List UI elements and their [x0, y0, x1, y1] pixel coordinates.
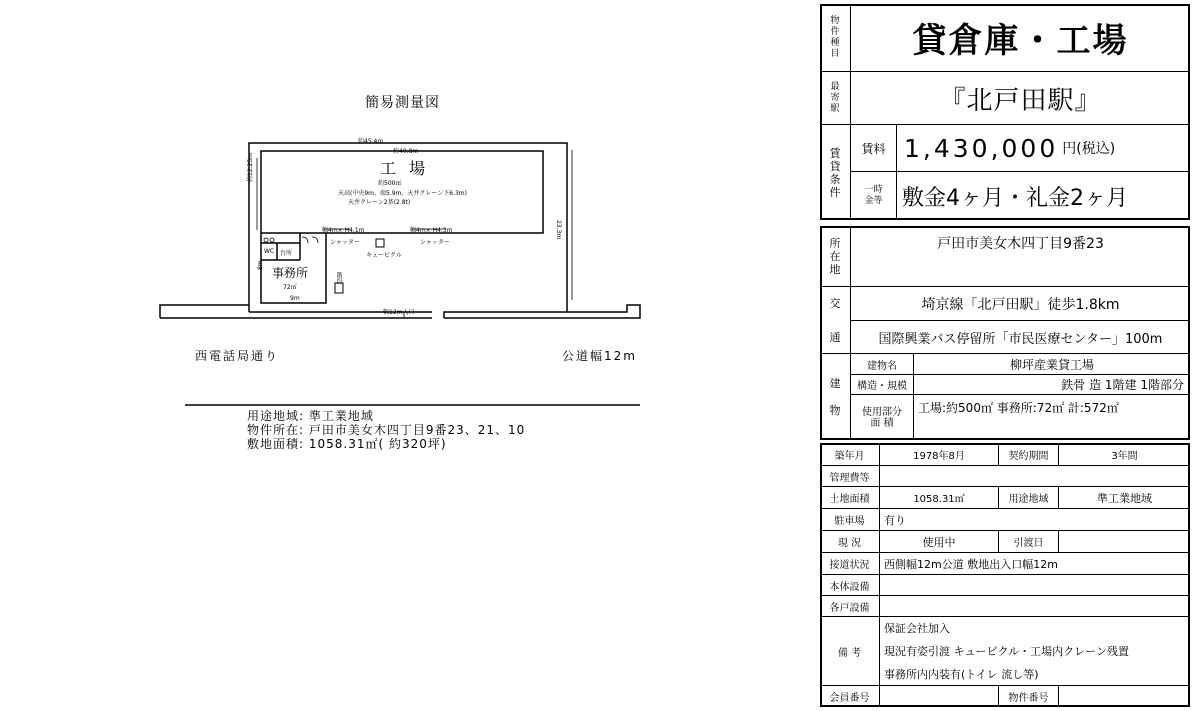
mgmt-value — [880, 466, 1190, 486]
shutter1-label: シャッター — [330, 239, 360, 246]
office-area: 72㎡ — [283, 284, 297, 291]
dim-left: 約12.25m — [247, 152, 254, 182]
bname-label: 建物名 — [867, 360, 897, 372]
struct-value: 鉄骨 造 1階建 1階部分 — [1061, 378, 1184, 392]
member-no-label: 会員番号 — [829, 693, 870, 704]
type-label: 物 件 種 目 — [830, 15, 840, 59]
address-value: 戸田市美女木四丁目9番23 — [937, 236, 1104, 252]
rent-label: 賃料 — [861, 141, 886, 156]
property-no-label: 物件番号 — [1008, 693, 1049, 704]
wc-label: WC — [264, 248, 275, 255]
dim-right: 23.3m — [555, 220, 562, 240]
factory-area: 約500㎡ — [378, 180, 402, 187]
shutter2-dim: 幅4m× H4.3m — [410, 227, 453, 234]
built-label: 築年月 — [834, 451, 865, 462]
zone-label: 用途地域 — [1008, 494, 1049, 505]
handover-label: 引渡日 — [1013, 538, 1044, 549]
rent-row — [900, 125, 1190, 171]
office-label: 事務所 — [272, 266, 309, 280]
entrance-label: 幅12m入口 — [383, 309, 415, 316]
crane-note: 天井クレーン2基(2.8t) — [348, 199, 411, 206]
contract-label: 契約期間 — [1008, 451, 1049, 462]
terms-label: 賃 貸 条 件 — [829, 146, 841, 199]
rent-value: 1,430,000 — [904, 133, 1059, 163]
transport-line-1: 埼京線「北戸田駅」徒歩1.8km — [921, 296, 1120, 313]
land-label: 土地面積 — [829, 494, 870, 505]
office-w: 9m — [290, 295, 300, 302]
mgmt-label: 管理費等 — [829, 472, 870, 484]
onetime-label: 一時 金等 — [864, 185, 883, 206]
bname-value: 柳坪産業貸工場 — [1009, 357, 1094, 372]
transport-label-2: 通 — [829, 330, 841, 344]
road-label: 接道状況 — [829, 560, 870, 571]
property-sheet — [820, 4, 1192, 707]
road-right-label: 公道幅12m — [562, 349, 637, 363]
remark-item: 保証会社加入 — [884, 622, 950, 636]
transport-label-1: 交 — [829, 297, 841, 310]
equip-label: 本体設備 — [829, 581, 870, 593]
onetime-value: 敷金4ヶ月・礼金2ヶ月 — [902, 185, 1128, 211]
member-no-value — [880, 686, 998, 707]
parking-label: 駐車場 — [834, 516, 865, 527]
type-value: 貸倉庫・工場 — [912, 21, 1129, 61]
equip-value — [880, 575, 1190, 595]
contract-value: 3年間 — [1111, 451, 1138, 462]
stairs-label: 階段 — [335, 272, 342, 284]
handover-value — [1059, 531, 1190, 552]
address-label: 所 在 地 — [829, 236, 841, 276]
road-left-label: 西電話局通り — [195, 349, 280, 363]
remarks-label: 備 考 — [837, 647, 862, 659]
location-info: 物件所在: 戸田市美女木四丁目9番23、21、10 — [247, 423, 526, 437]
status-label: 現 況 — [837, 538, 862, 549]
remarks-list — [880, 617, 1190, 685]
site-area-info: 敷地面積: 1058.31㎡( 約320坪) — [247, 437, 447, 451]
zone-value: 準工業地域 — [1097, 491, 1152, 505]
status-value: 使用中 — [922, 535, 956, 549]
shutter1-dim: 幅4m× H4.1m — [322, 227, 365, 234]
kitchen-label: 台所 — [280, 250, 293, 257]
road-value: 西側幅12m公道 敷地出入口幅12m — [884, 557, 1058, 571]
sketch-title: 簡易測量図 — [365, 95, 440, 111]
usage-label: 使用部分 面 積 — [862, 406, 902, 429]
usage-value: 工場:約500㎡ 事務所:72㎡ 計:572㎡ — [918, 400, 1119, 415]
dim-inner-top: 約40.8m — [393, 148, 419, 155]
parking-value: 有り — [884, 513, 906, 527]
building-label: 建 物 — [829, 377, 841, 417]
remark-item: 現況有姿引渡 キュービクル・工場内クレーン残置 — [884, 644, 1129, 658]
zoning-info: 用途地域: 準工業地域 — [247, 409, 374, 423]
ceiling-note: 天高(中央9m、端5.9m、天井クレーン下6.3m) — [338, 190, 467, 197]
dim-top: 約45.4m — [358, 138, 384, 145]
struct-label: 構造・規模 — [857, 381, 907, 392]
unit-equip-value — [880, 596, 1190, 616]
rent-unit: 円(税込) — [1062, 141, 1116, 157]
property-no-value — [1059, 686, 1190, 707]
office-h: 8m — [257, 260, 264, 270]
factory-label: 工 場 — [380, 159, 430, 178]
cubicle-label: キュービクル — [366, 252, 402, 259]
remark-item: 事務所内内装有(トイレ 流し等) — [884, 667, 1039, 681]
land-value: 1058.31㎡ — [913, 494, 965, 505]
shutter2-label: シャッター — [420, 239, 450, 246]
station-value: 『北戸田駅』 — [939, 85, 1102, 116]
built-value: 1978年8月 — [913, 451, 965, 462]
transport-line-2: 国際興業バス停留所「市民医療センター」100m — [878, 331, 1163, 347]
station-label: 最 寄 駅 — [830, 81, 840, 114]
unit-equip-label: 各戸設備 — [829, 602, 870, 614]
